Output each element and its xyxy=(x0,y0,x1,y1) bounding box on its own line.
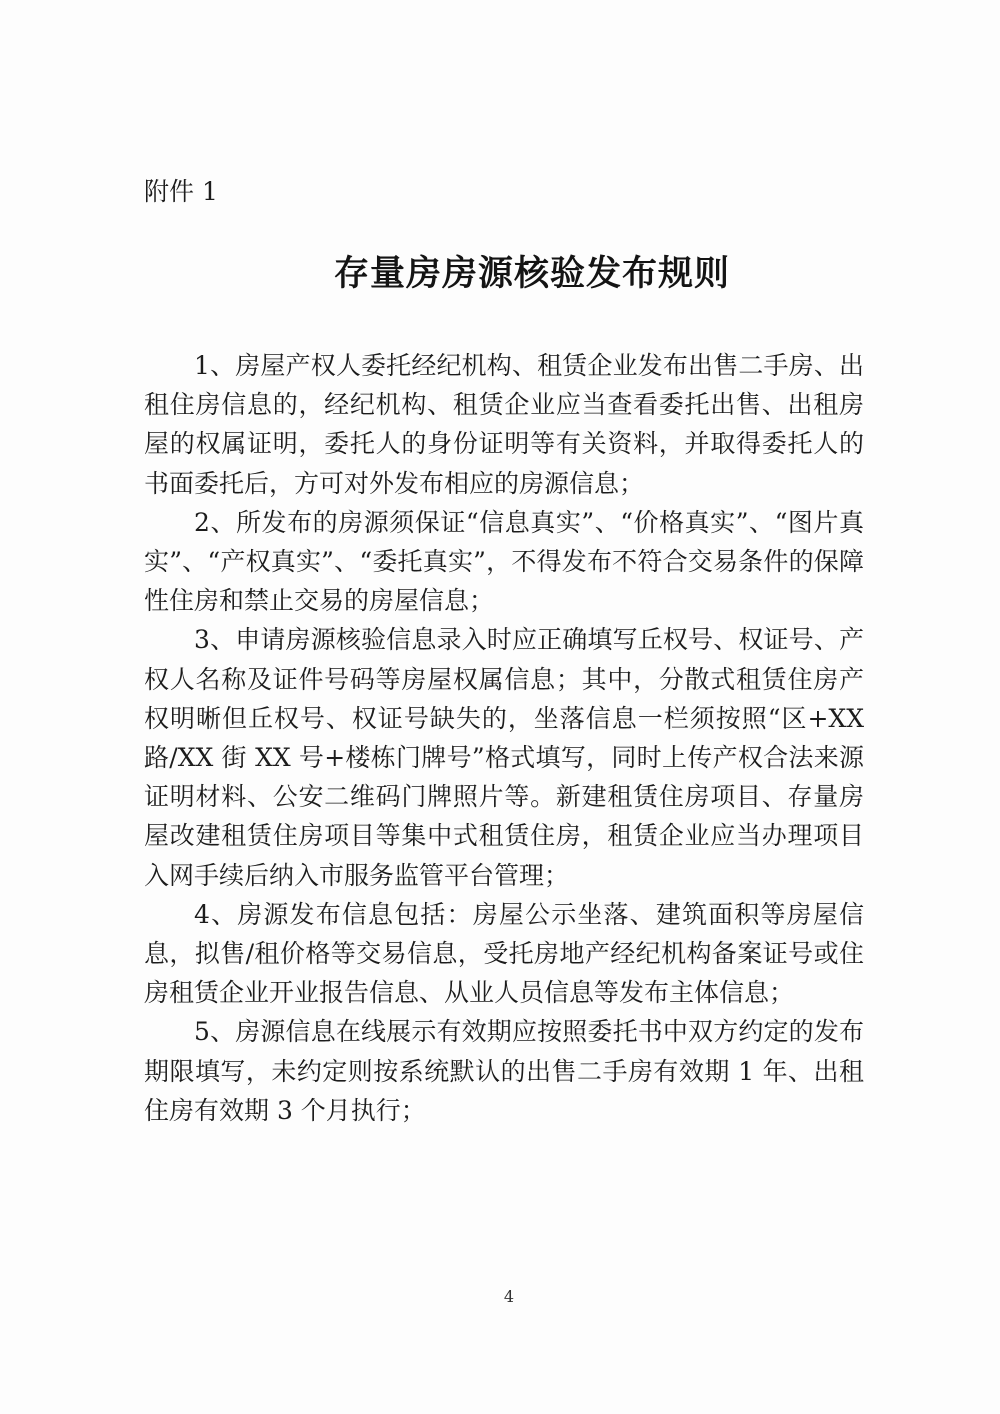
rule-paragraph-4: 4、房源发布信息包括：房屋公示坐落、建筑面积等房屋信息，拟售/租价格等交易信息，受托房地产经纪机构备案证号或住房租赁企业开业报告信息、从业人员信息等发布主体信息； xyxy=(144,899,864,1008)
page-number: 4 xyxy=(503,1287,515,1306)
rule-paragraph-5: 5、房源信息在线展示有效期应按照委托书中双方约定的发布期限填写，未约定则按系统默认的出售二手房有效期 1 年、出租住房有效期 3 个月执行； xyxy=(144,1017,864,1125)
document-title: 存量房房源核验发布规则 xyxy=(333,254,730,294)
rule-paragraph-1: 1、房屋产权人委托经纪机构、租赁企业发布出售二手房、出租住房信息的，经纪机构、租赁企业应当查看委托出售、出租房屋的权属证明，委托人的身份证明等有关资料，并取得委托人的书面委托后，方可对外发布相应的房源信息； xyxy=(144,351,864,498)
rule-paragraph-3: 3、申请房源核验信息录入时应正确填写丘权号、权证号、产权人名称及证件号码等房屋权属信息；其中，分散式租赁住房产权明晰但丘权号、权证号缺失的，坐落信息一栏须按照“区+XX 路/XX 街 XX 号+楼栋门牌号”格式填写，同时上传产权合法来源证明材料、公安二维码门牌照片等。新建租赁住房项目、存量房屋改建租赁住房项目等集中式租赁住房，租赁企业应当办理项目入网手续后纳入市服务监管平台管理； xyxy=(144,625,864,890)
rule-paragraph-2: 2、所发布的房源须保证“信息真实”、“价格真实”、“图片真实”、“产权真实”、“委托真实”，不得发布不符合交易条件的保障性住房和禁止交易的房屋信息； xyxy=(144,507,864,616)
attachment-label: 附件 1 xyxy=(144,177,218,206)
document-body xyxy=(144,346,864,1130)
